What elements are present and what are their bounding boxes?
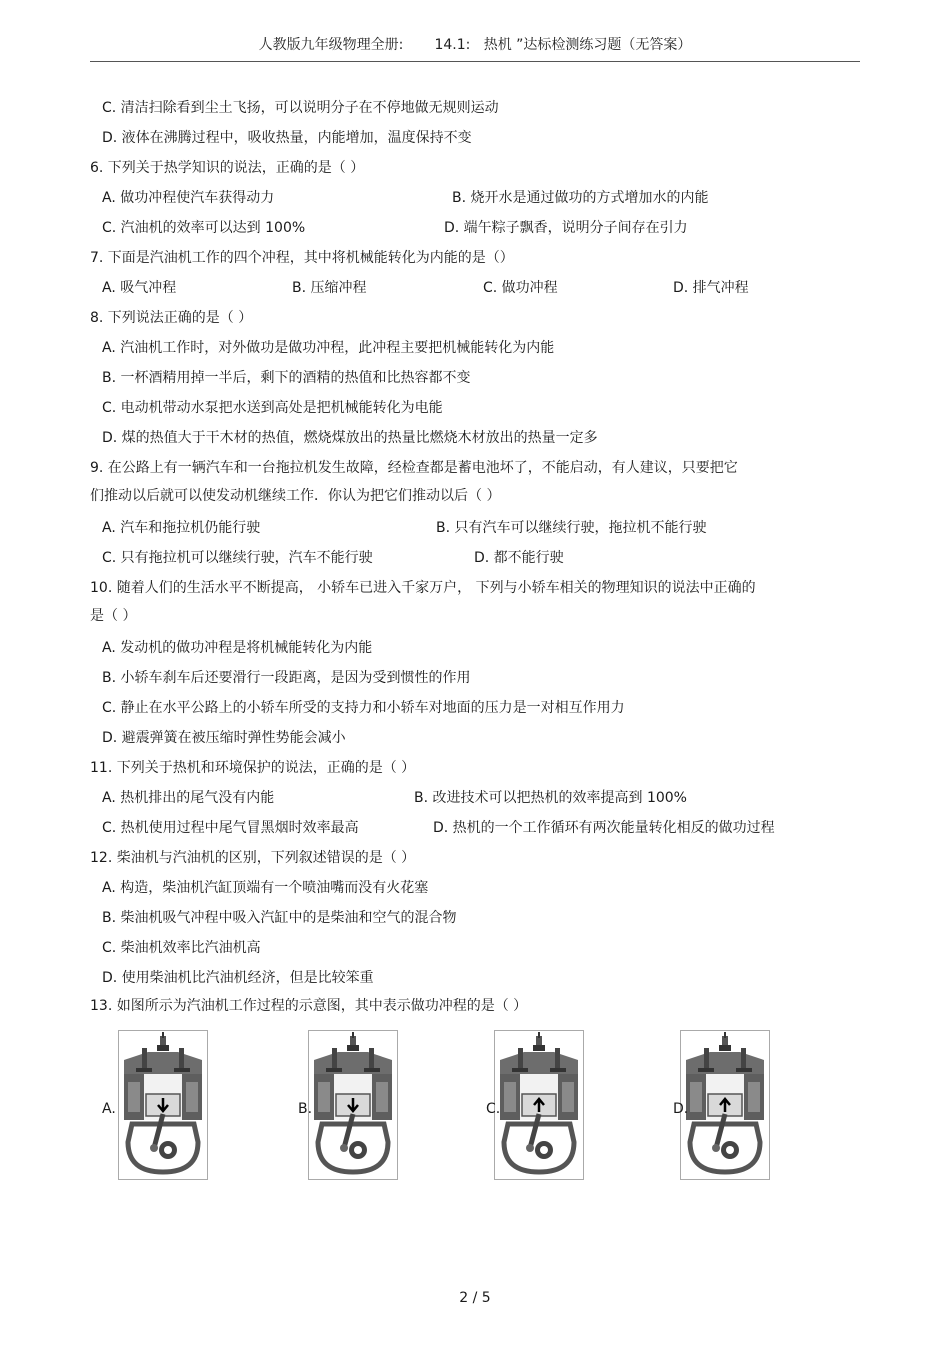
q12-option-a: A. 构造，柴油机汽缸顶端有一个喷油嘴而没有火花塞 (102, 880, 429, 896)
q9-option-d: D. 都不能行驶 (474, 550, 564, 566)
q10-stem-line2: 是（ ） (90, 608, 137, 624)
figure-a-label: A. (102, 1101, 116, 1117)
q9-stem-line2: 们推动以后就可以使发动机继续工作．你认为把它们推动以后（ ） (90, 488, 501, 504)
q5-option-d: D. 液体在沸腾过程中，吸收热量，内能增加，温度保持不变 (102, 130, 472, 146)
q7-option-d: D. 排气冲程 (673, 280, 749, 296)
q12-option-d: D. 使用柴油机比汽油机经济，但是比较笨重 (102, 970, 374, 986)
q11-stem: 11. 下列关于热机和环境保护的说法，正确的是（ ） (90, 760, 416, 776)
figure-c-label: C. (486, 1101, 501, 1117)
page-number: 2 / 5 (459, 1290, 491, 1306)
q8-stem: 8. 下列说法正确的是（ ） (90, 310, 253, 326)
engine-figure-b[interactable] (308, 1030, 398, 1180)
q11-option-a: A. 热机排出的尾气没有内能 (102, 790, 275, 806)
q6-option-b: B. 烧开水是通过做功的方式增加水的内能 (452, 190, 709, 206)
q10-option-d: D. 避震弹簧在被压缩时弹性势能会减小 (102, 730, 346, 746)
q9-option-b: B. 只有汽车可以继续行驶，拖拉机不能行驶 (436, 520, 707, 536)
q11-option-d: D. 热机的一个工作循环有两次能量转化相反的做功过程 (433, 820, 775, 836)
q11-option-c: C. 热机使用过程中尾气冒黑烟时效率最高 (102, 820, 359, 836)
q6-option-d: D. 端午粽子飘香，说明分子间存在引力 (444, 220, 688, 236)
q10-option-c: C. 静止在水平公路上的小轿车所受的支持力和小轿车对地面的压力是一对相互作用力 (102, 700, 625, 716)
q12-stem: 12. 柴油机与汽油机的区别，下列叙述错误的是（ ） (90, 850, 416, 866)
q11-option-b: B. 改进技术可以把热机的效率提高到 100% (414, 790, 687, 806)
q8-option-d: D. 煤的热值大于干木材的热值，燃烧煤放出的热量比燃烧木材放出的热量一定多 (102, 430, 598, 446)
q7-option-c: C. 做功冲程 (483, 280, 558, 296)
q6-option-a: A. 做功冲程使汽车获得动力 (102, 190, 275, 206)
q8-option-c: C. 电动机带动水泵把水送到高处是把机械能转化为电能 (102, 400, 443, 416)
q9-option-a: A. 汽车和拖拉机仍能行驶 (102, 520, 261, 536)
q6-option-c: C. 汽油机的效率可以达到 100% (102, 220, 306, 236)
q8-option-a: A. 汽油机工作时，对外做功是做功冲程，此冲程主要把机械能转化为内能 (102, 340, 555, 356)
q7-stem: 7. 下面是汽油机工作的四个冲程，其中将机械能转化为内能的是（） (90, 250, 514, 266)
q10-option-a: A. 发动机的做功冲程是将机械能转化为内能 (102, 640, 373, 656)
q7-option-a: A. 吸气冲程 (102, 280, 177, 296)
q12-option-c: C. 柴油机效率比汽油机高 (102, 940, 261, 956)
q12-option-b: B. 柴油机吸气冲程中吸入汽缸中的是柴油和空气的混合物 (102, 910, 457, 926)
q10-option-b: B. 小轿车刹车后还要滑行一段距离，是因为受到惯性的作用 (102, 670, 471, 686)
q7-option-b: B. 压缩冲程 (292, 280, 367, 296)
page-header: 人教版九年级物理全册: 14.1: 热机 ”达标检测练习题（无答案） (258, 37, 692, 53)
q9-option-c: C. 只有拖拉机可以继续行驶，汽车不能行驶 (102, 550, 373, 566)
figure-b-label: B. (298, 1101, 313, 1117)
q6-stem: 6. 下列关于热学知识的说法，正确的是（ ） (90, 160, 365, 176)
engine-figure-a[interactable] (118, 1030, 208, 1180)
q5-option-c: C. 清洁扫除看到尘土飞扬，可以说明分子在不停地做无规则运动 (102, 100, 499, 116)
header-rule (90, 61, 860, 62)
q13-stem: 13. 如图所示为汽油机工作过程的示意图，其中表示做功冲程的是（ ） (90, 998, 528, 1014)
q9-stem-line1: 9. 在公路上有一辆汽车和一台拖拉机发生故障，经检查都是蓄电池坏了，不能启动，有人建议，只要把它 (90, 460, 738, 476)
q8-option-b: B. 一杯酒精用掉一半后，剩下的酒精的热值和比热容都不变 (102, 370, 471, 386)
figure-d-label: D. (673, 1101, 689, 1117)
q10-stem-line1: 10. 随着人们的生活水平不断提高， 小轿车已进入千家万户， 下列与小轿车相关的物理知识的说法中正确的 (90, 580, 756, 596)
engine-figure-d[interactable] (680, 1030, 770, 1180)
engine-figure-c[interactable] (494, 1030, 584, 1180)
